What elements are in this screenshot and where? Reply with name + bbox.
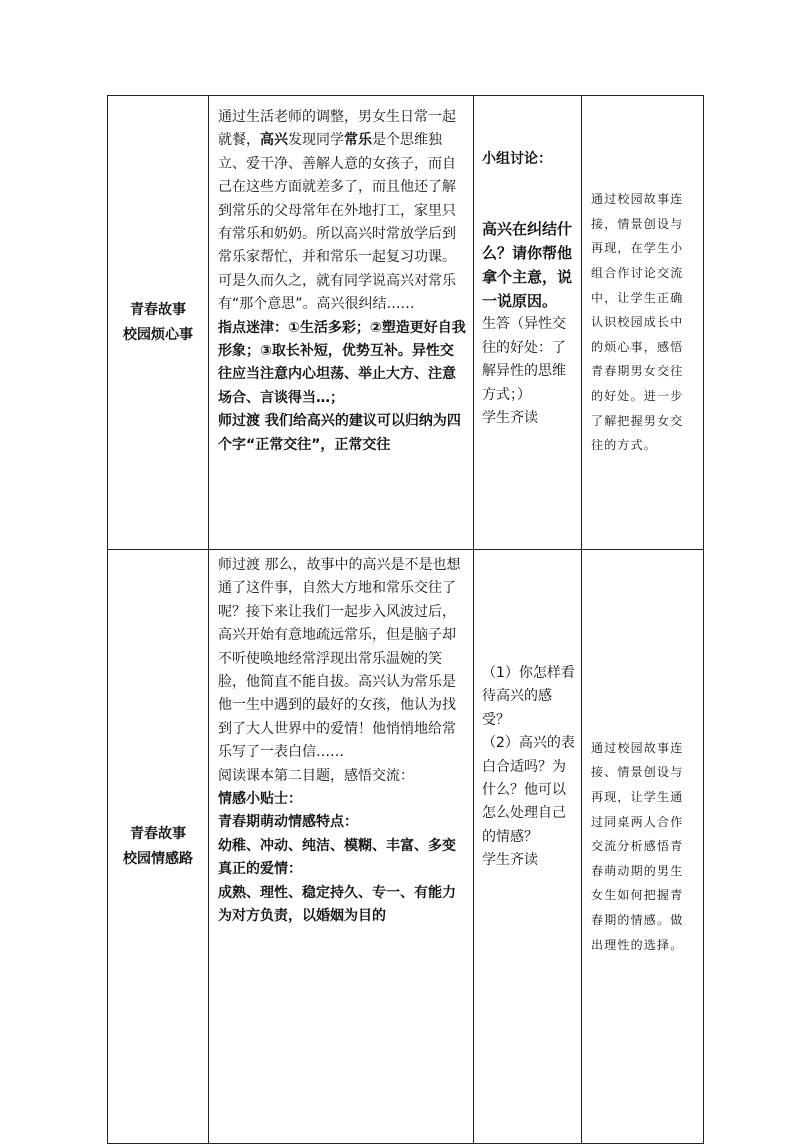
activity-cell xyxy=(474,550,582,1144)
student-answer: 生答（异性交往的好处：了解异性的思维方式；） xyxy=(482,316,566,403)
table-row xyxy=(108,96,704,550)
intent-cell xyxy=(582,550,704,1144)
read-instruction: 阅读课本第二目题，感悟交流： xyxy=(218,767,414,784)
discussion-title: 小组讨论： xyxy=(482,151,552,167)
lesson-plan-table xyxy=(107,95,704,1144)
design-intent: 通过校园故事连接，情景创设与再现，在学生小组合作讨论交流中，让学生正确认识校园成长中的烦心事，感悟青春期男女交往的好处。进一步了解把握男女交往的方式。 xyxy=(591,192,684,453)
intent-cell xyxy=(582,96,704,550)
read-together: 学生齐读 xyxy=(482,410,538,427)
name-highlight: 高兴 xyxy=(260,132,288,149)
guidance-text: 指点迷津：①生活多彩；②塑造更好自我形象；③取长补短，优势互补。异性交往应当注意内心坦荡、举止大方、注意场合、言谈得当…； xyxy=(218,319,466,406)
question-2: （2）高兴的表白合适吗？为什么？他可以怎么处理自己的情感？ xyxy=(482,735,575,845)
table-row xyxy=(108,550,704,1144)
tips-title: 情感小贴士： xyxy=(218,791,302,808)
love-description: 成熟、理性、稳定持久、专一、有能力为对方负责，以婚姻为目的 xyxy=(218,884,456,925)
topic-title: 青春故事 xyxy=(130,301,186,318)
topic-subtitle: 校园烦心事 xyxy=(123,326,193,343)
topic-subtitle: 校园情感路 xyxy=(123,850,193,867)
story-paragraph: 师过渡 那么，故事中的高兴是不是也想通了这件事，自然大方地和常乐交往了呢？接下来让我们一起步入风波过后，高兴开始有意地疏远常乐，但是脑子却不听使唤地经常浮现出常乐温婉的笑脸，他简直不能自拔。高兴认为常乐是他一生中遇到的最好的女孩，他认为找到了大人世界中的爱情！他悄悄地给常乐写了一表白信…… xyxy=(218,557,461,761)
read-together: 学生齐读 xyxy=(482,852,538,869)
question-1: （1）你怎样看待高兴的感受？ xyxy=(482,665,575,728)
love-title: 真正的爱情： xyxy=(218,861,302,878)
teacher-transition: 师过渡 我们给高兴的建议可以归纳为四个字“正常交往”，正常交往 xyxy=(218,413,461,453)
feature-title: 青春期萌动情感特点： xyxy=(218,814,358,831)
story-cell xyxy=(209,96,474,550)
topic-title: 青春故事 xyxy=(130,825,186,842)
activity-cell xyxy=(474,96,582,550)
name-highlight: 常乐 xyxy=(344,132,372,149)
discussion-question: 高兴在纠结什么？请你帮他拿个主意，说一说原因。 xyxy=(482,220,573,311)
topic-cell xyxy=(108,96,209,550)
topic-cell xyxy=(108,550,209,1144)
feature-list: 幼稚、冲动、纯洁、模糊、丰富、多变 xyxy=(218,837,456,854)
design-intent: 通过校园故事连接、情景创设与再现，让学生通过同桌两人合作交流分析感悟青春萌动期的男生女生如何把握青春期的情感。做出理性的选择。 xyxy=(591,740,684,952)
story-cell xyxy=(209,550,474,1144)
story-paragraph: 通过生活老师的调整，男女生日常一起就餐，高兴发现同学常乐是个思维独立、爱干净、善解人意的女孩子，而自己在这些方面就差多了，而且他还了解到常乐的父母常年在外地打工，家里只有常乐和奶奶。所以高兴时常放学后到常乐家帮忙，并和常乐一起复习功课。可是久而久之，就有同学说高兴对常乐有“那个意思”。高兴很纠结…… xyxy=(218,109,456,313)
